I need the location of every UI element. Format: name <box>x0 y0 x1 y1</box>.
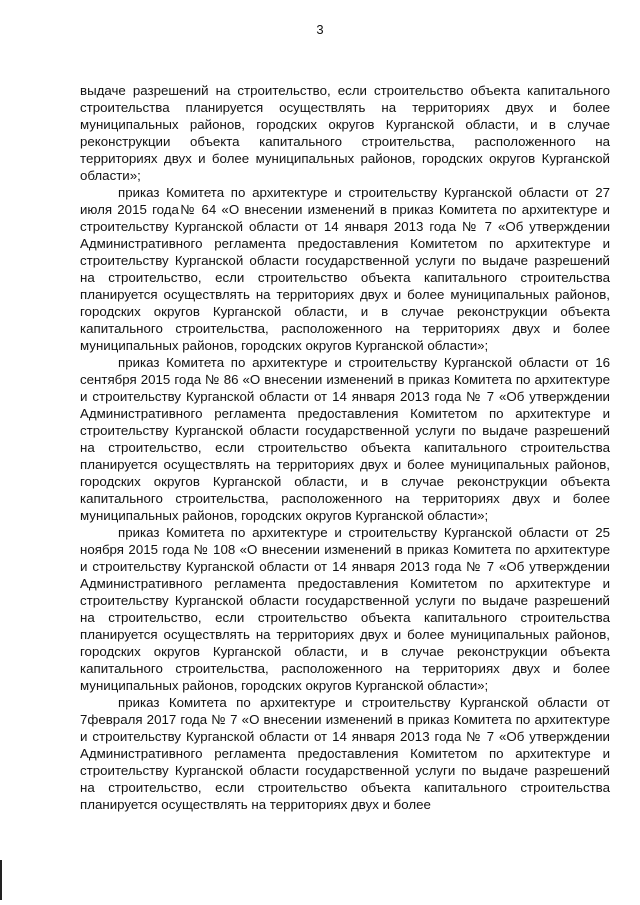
paragraph-3: приказ Комитета по архитектуре и строительству Курганской области от 16 сентября 2015 года № 86 «О внесении изменений в приказ Комитета по архитектуре и строительству Курганской области от 14 января 2013 года № 7 «Об утверждении Административного регламента предоставления Комитетом по архитектуре и строительству Курганской области государственной услуги по выдаче разрешений на строительство, если строительство объекта капитального строительства планируется осуществлять на территориях двух и более муниципальных районов, городских округов Курганской области, и в случае реконструкции объекта капитального строительства, расположенного на территориях двух и более муниципальных районов, городских округов Курганской области»; <box>80 355 610 523</box>
scan-edge-mark <box>0 860 2 900</box>
paragraph-5: приказ Комитета по архитектуре и строительству Курганской области от 7февраля 2017 года № 7 «О внесении изменений в приказ Комитета по архитектуре и строительству Курганской области от 14 января 2013 года № 7 «Об утверждении Административного регламента предоставления Комитетом по архитектуре и строительству Курганской области государственной услуги по выдаче разрешений на строительство, если строительство объекта капитального строительства планируется осуществлять на территориях двух и более <box>80 695 610 812</box>
paragraph-2: приказ Комитета по архитектуре и строительству Курганской области от 27 июля 2015 года№ 64 «О внесении изменений в приказ Комитета по архитектуре и строительству Курганской области от 14 января 2013 года № 7 «Об утверждении Административного регламента предоставления Комитетом по архитектуре и строительству Курганской области государственной услуги по выдаче разрешений на строительство, если строительство объекта капитального строительства планируется осуществлять на территориях двух и более муниципальных районов, городских округов Курганской области, и в случае реконструкции объекта капитального строительства, расположенного на территориях двух и более муниципальных районов, городских округов Курганской области»; <box>80 185 610 353</box>
paragraph-1: выдаче разрешений на строительство, если строительство объекта капитального строительства планируется осуществлять на территориях двух и более муниципальных районов, городских округов Курганской области, и в случае реконструкции объекта капитального строительства, расположенного на территориях двух и более муниципальных районов, городских округов Курганской области»; <box>80 83 610 183</box>
paragraph-4: приказ Комитета по архитектуре и строительству Курганской области от 25 ноября 2015 года № 108 «О внесении изменений в приказ Комитета по архитектуре и строительству Курганской области от 14 января 2013 года № 7 «Об утверждении Административного регламента предоставления Комитетом по архитектуре и строительству Курганской области государственной услуги по выдаче разрешений на строительство, если строительство объекта капитального строительства планируется осуществлять на территориях двух и более муниципальных районов, городских округов Курганской области, и в случае реконструкции объекта капитального строительства, расположенного на территориях двух и более муниципальных районов, городских округов Курганской области»; <box>80 525 610 693</box>
page-number: 3 <box>316 22 324 37</box>
document-body <box>80 82 610 813</box>
